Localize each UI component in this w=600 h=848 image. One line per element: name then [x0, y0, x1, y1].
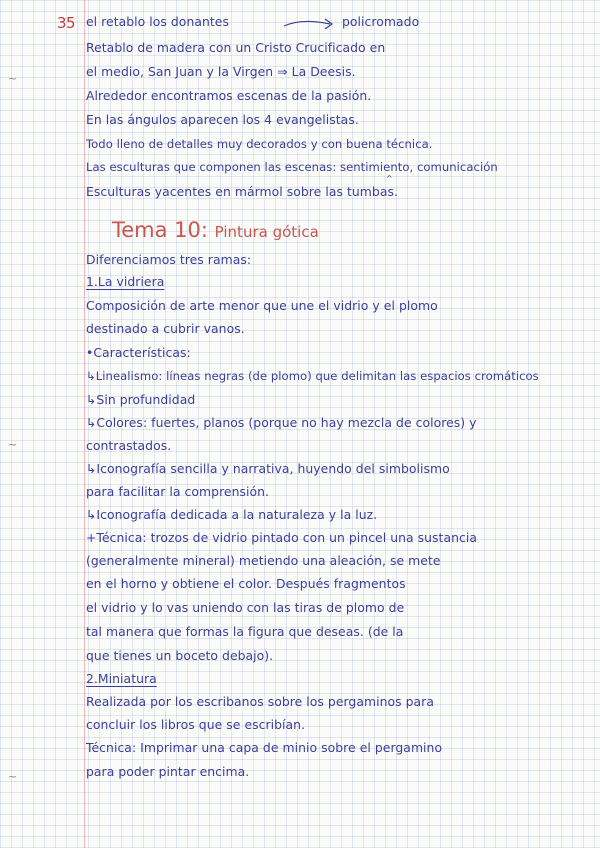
text-line — [86, 694, 596, 709]
text-line — [342, 14, 542, 29]
text-line — [86, 624, 596, 639]
line-text: el medio, San Juan y la Virgen ⇒ La Deesis. — [86, 64, 356, 79]
line-text: contrastados. — [86, 438, 172, 453]
text-line — [86, 438, 596, 453]
text-line — [86, 345, 596, 360]
text-line — [86, 740, 596, 755]
margin-mark: ~ — [8, 438, 18, 451]
margin-line — [84, 0, 85, 848]
line-text: para poder pintar encima. — [86, 764, 250, 779]
title-main: Tema 10: — [112, 218, 208, 242]
arrow-target-text: policromado — [342, 14, 420, 29]
text-line — [86, 717, 596, 732]
text-line — [86, 392, 596, 407]
line-text: Retablo de madera con un Cristo Crucificado en — [86, 40, 386, 55]
text-line — [86, 369, 596, 383]
line-text: en el horno y obtiene el color. Después fragmentos — [86, 576, 406, 591]
line-text: concluir los libros que se escribían. — [86, 717, 306, 732]
text-line — [86, 764, 596, 779]
text-line — [86, 112, 596, 127]
text-line — [86, 64, 596, 79]
line-text: Composición de arte menor que une el vidrio y el plomo — [86, 298, 438, 313]
text-line — [86, 415, 596, 430]
line-text: para facilitar la comprensión. — [86, 484, 270, 499]
page-number: 35 — [57, 14, 76, 32]
line-text: ↳Linealismo: líneas negras (de plomo) que delimitan las espacios cromáticos — [86, 369, 539, 383]
line-text: Diferenciamos tres ramas: — [86, 252, 252, 267]
text-line — [86, 40, 596, 55]
text-line — [86, 507, 596, 522]
line-text: +Técnica: trozos de vidrio pintado con un pincel una sustancia — [86, 530, 478, 545]
margin-mark: ~ — [8, 72, 18, 85]
title-sub: Pintura gótica — [214, 223, 319, 241]
text-line — [86, 274, 596, 289]
text-line — [86, 252, 596, 267]
text-line — [86, 576, 596, 591]
text-line — [86, 600, 596, 615]
line-text: (generalmente mineral) metiendo una aleación, se mete — [86, 553, 441, 568]
line-text: Todo lleno de detalles muy decorados y con buena técnica. — [86, 137, 433, 151]
text-line — [86, 298, 596, 313]
line-text: ↳Iconografía sencilla y narrativa, huyendo del simbolismo — [86, 461, 450, 476]
section-heading: 2.Miniatura — [86, 671, 157, 686]
line-text: Esculturas yacentes en mármol sobre las tumbas. — [86, 184, 398, 199]
margin-mark: ~ — [8, 770, 18, 783]
line-text: En las ángulos aparecen los 4 evangelistas. — [86, 112, 359, 127]
text-line — [86, 184, 596, 199]
text-line — [86, 484, 596, 499]
line-text: tal manera que formas la figura que deseas. (de la — [86, 624, 404, 639]
text-line — [86, 321, 596, 336]
section-heading: 1.La vidriera — [86, 274, 165, 289]
text-line — [86, 160, 596, 174]
text-line — [86, 137, 596, 151]
text-line — [86, 553, 596, 568]
line-text: ↳Sin profundidad — [86, 392, 196, 407]
line-text: el retablo los donantes — [86, 14, 229, 29]
line-text: •Características: — [86, 345, 191, 360]
line-text: destinado a cubrir vanos. — [86, 321, 245, 336]
arrow-right-icon — [282, 14, 340, 34]
line-text: Las esculturas que componen las escenas: sentimiento, comunicación — [86, 160, 498, 174]
line-text: ↳Iconografía dedicada a la naturaleza y la luz. — [86, 507, 378, 522]
line-text: Técnica: Imprimar una capa de minio sobre el pergamino — [86, 740, 443, 755]
page-title — [112, 218, 319, 242]
line-text: Alrededor encontramos escenas de la pasión. — [86, 88, 372, 103]
text-line — [86, 461, 596, 476]
line-text: Realizada por los escribanos sobre los pergaminos para — [86, 694, 434, 709]
insert-mark: ^ — [386, 174, 393, 183]
text-line — [86, 671, 596, 686]
line-text: el vidrio y lo vas uniendo con las tiras de plomo de — [86, 600, 405, 615]
line-text: que tienes un boceto debajo). — [86, 648, 274, 663]
text-line — [86, 648, 596, 663]
text-line — [86, 88, 596, 103]
line-text: ↳Colores: fuertes, planos (porque no hay mezcla de colores) y — [86, 415, 477, 430]
text-line — [86, 530, 596, 545]
